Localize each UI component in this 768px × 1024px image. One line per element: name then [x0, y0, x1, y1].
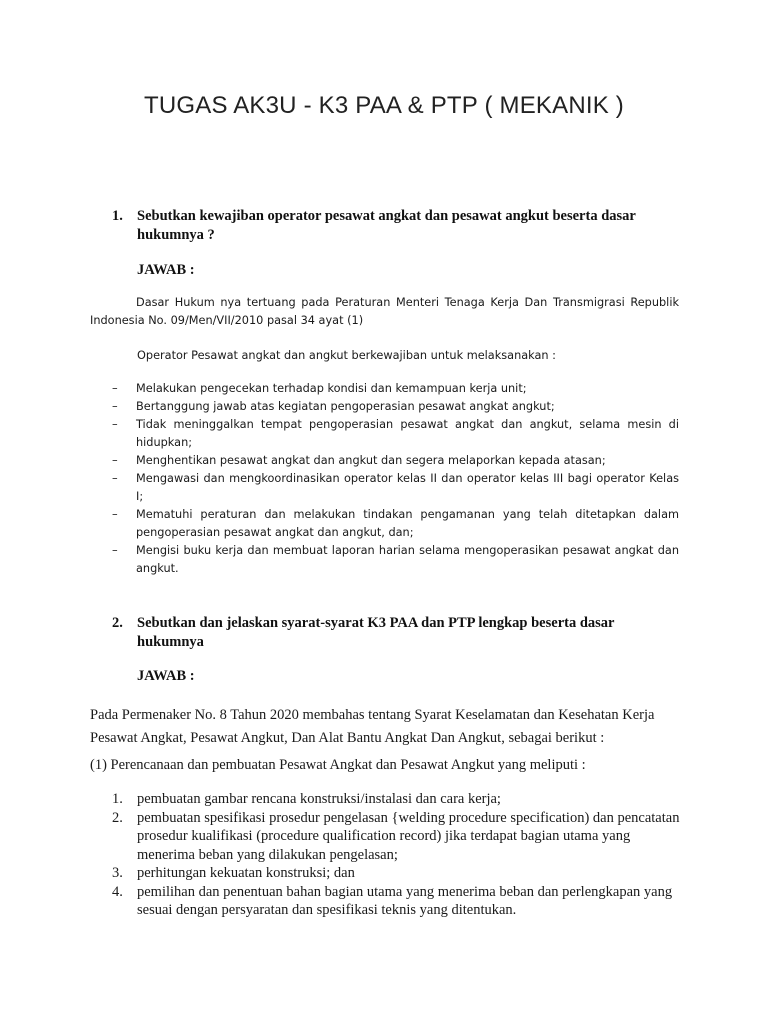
- answer-1-duty-list: [112, 380, 679, 578]
- question-1: [112, 207, 672, 245]
- list-item: – Menghentikan pesawat angkat dan angkut dan segera melaporkan kepada atasan;: [112, 452, 679, 470]
- answer-2-intro: Pada Permenaker No. 8 Tahun 2020 membahas tentang Syarat Keselamatan dan Kesehatan Kerja Pesawat Angkat, Pesawat Angkut, Dan Alat Bantu Angkat Dan Angkut, sebagai berikut :: [90, 707, 655, 746]
- answer-2-section-1: (1) Perencanaan dan pembuatan Pesawat Angkat dan Pesawat Angkut yang meliputi :: [90, 757, 586, 773]
- answer-2-numbered-list: [112, 790, 682, 920]
- answer-2-heading: JAWAB :: [137, 668, 195, 684]
- list-item: 1. pembuatan gambar rencana konstruksi/instalasi dan cara kerja;: [112, 791, 501, 807]
- list-item: – Tidak meninggalkan tempat pengoperasian pesawat angkat dan angkut, selama mesin di hidupkan;: [112, 416, 679, 452]
- list-item: – Mengisi buku kerja dan membuat laporan harian selama mengoperasikan pesawat angkat dan angkut.: [112, 542, 679, 578]
- question-1-number: 1.: [112, 208, 123, 224]
- document-title: TUGAS AK3U - K3 PAA & PTP ( MEKANIK ): [144, 92, 624, 119]
- question-1-text: Sebutkan kewajiban operator pesawat angkat dan pesawat angkut beserta dasar hukumnya ?: [137, 208, 636, 243]
- answer-1-heading: JAWAB :: [137, 262, 195, 278]
- question-2: [112, 614, 672, 652]
- answer-1-legal-basis: Dasar Hukum nya tertuang pada Peraturan Menteri Tenaga Kerja Dan Transmigrasi Republik Indonesia No. 09/Men/VII/2010 pasal 34 ayat (1): [90, 296, 679, 327]
- list-item: – Mengawasi dan mengkoordinasikan operator kelas II dan operator kelas III bagi operator Kelas I;: [112, 470, 679, 506]
- list-item: 3. perhitungan kekuatan konstruksi; dan: [112, 865, 355, 881]
- answer-1-intro: Operator Pesawat angkat dan angkut berkewajiban untuk melaksanakan :: [137, 349, 556, 362]
- list-item: 4. pemilihan dan penentuan bahan bagian utama yang menerima beban dan perlengkapan yang sesuai dengan persyaratan dan spesifikasi teknis yang ditentukan.: [112, 883, 673, 918]
- list-item: 2. pembuatan spesifikasi prosedur pengelasan {welding procedure specification) dan pencatatan prosedur kualifikasi (procedure qualification record) jika terdapat bagian utama yang menerima beban yang dilakukan pengelasan;: [112, 809, 680, 863]
- list-item: – Mematuhi peraturan dan melakukan tindakan pengamanan yang telah ditetapkan dalam pengoperasian pesawat angkat dan angkut, dan;: [112, 506, 679, 542]
- question-2-number: 2.: [112, 615, 123, 631]
- question-2-text: Sebutkan dan jelaskan syarat-syarat K3 PAA dan PTP lengkap beserta dasar hukumnya: [137, 615, 615, 650]
- list-item: – Bertanggung jawab atas kegiatan pengoperasian pesawat angkat angkut;: [112, 398, 679, 416]
- list-item: – Melakukan pengecekan terhadap kondisi dan kemampuan kerja unit;: [112, 380, 679, 398]
